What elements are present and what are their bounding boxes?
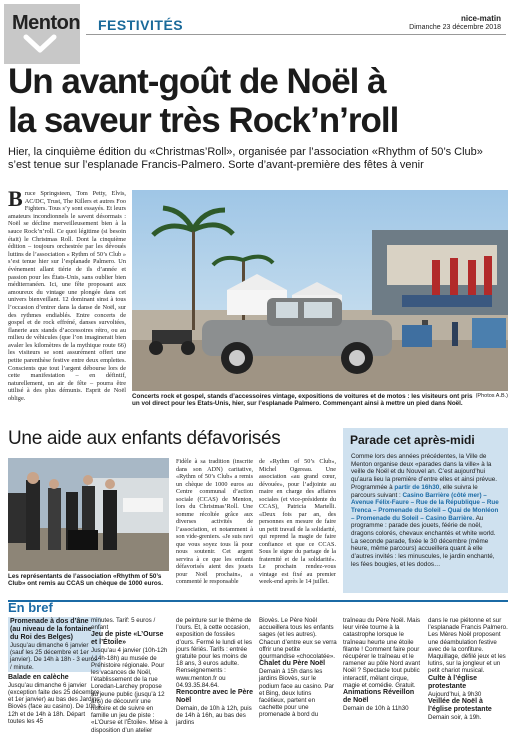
photo-credit: (Photos A.B.) bbox=[475, 393, 508, 399]
parade-box-title: Parade cet après-midi bbox=[350, 433, 475, 447]
bref-item-title: Animations Réveillon de Noël bbox=[343, 689, 415, 705]
bref-item-title: Promenade à dos d’âne (au niveau de la fontaine du Roi des Belges) bbox=[10, 618, 92, 641]
section-name: Menton bbox=[12, 12, 81, 34]
header-rule bbox=[86, 34, 506, 35]
dropcap: B bbox=[8, 186, 23, 211]
bref-column-1 bbox=[8, 617, 101, 725]
parade-time: partir de 16h30 bbox=[394, 483, 440, 491]
headline-line-2: la saveur très Rock’n’roll bbox=[8, 101, 399, 140]
bref-item-text: minutes. Tarif: 5 euros / enfant bbox=[91, 617, 156, 632]
bref-item-text: de peinture sur le thème de l’ours. Et, à cette occasion, exposition de fossiles d’ours. Fermé le lundi et les jours fériés. Tarifs : entrée gratuite pour les moins de 18 ans, 3 euros adulte. Renseignements : www.menton.fr ou 04.93.35.84.64. bbox=[176, 617, 253, 689]
bref-column-3 bbox=[176, 617, 254, 727]
event-photo-esplanade bbox=[132, 190, 508, 391]
article-body-text: ruce Springsteen, Tom Petty, Elvis, AC/DC, Trust, The Killers et autres Foo Fighters. Tous s’y sont essayés. Et leurs amateurs incondionnels le savent désormais : Noël se déclinе merveilleusement bien à la sauce Rock’n’roll. Ce quoi légitime (si besoin était) le Christmas Roll. Dont la cinquième édition – toujours orchestrée par les dévoués luttins de l’association « Rythm of 50’s Club » s’est tenue hier sur l’esplanade Palmero. Un événement allant tiérie de ils d’année et passion pour les États-Unis, sans oublier bien méditerranéen. Ici, une fête proposant aux amoureux du vintage une plongée dans cet univers bienveillant. 12 dominant sinst à tous l’occasion d’entrer dans la danse de Noël, sur des rythmes endiablés. Entre concerts de gospel et de rock effréné, danses survoltées, flanerie aux stands d’accessoires rétro, ou au milieu de véhicules (que l’on imaginerait bien avaler les kilomètres de la mythique route 66) les visiteurs se sont assurément offert une petite parenthèse festive entre deux emplettes. Conscients que tout l’argent débourse lors de cette manifestation – en défintif, naturellement, un air de fête – pourra être utilisé à des plus démunis. Esprit de Noël oblige. bbox=[8, 190, 126, 403]
bref-item-text: Jusqu’au 4 janvier (10h-12h / 14h-18h) au musée de Préhistoire régionale. Pour les vacances de Noël, l’établissement de la rue Loredan-Larchey propose au jeune public (jusqu’à 12 ans) de découvrir une histoire et de suivre en famille un jeu de piste : «L’Ourse et l’Étoile». Mise à disposition d’un atelier bbox=[91, 647, 168, 734]
bref-item-title: Balade en calèche bbox=[8, 673, 69, 681]
bref-item-text: Biovès. Le Père Noël accueillera tous les enfants sages (et les autres). Chacun d’entre eux se verra offrir une petite gourmandise «chocolatée». bbox=[259, 617, 337, 661]
bref-item-text: Demain, de 10h à 12h, puis de 14h à 16h, au bas des jardins bbox=[176, 705, 252, 727]
bref-item-text: Aujourd’hui, à 9h30 bbox=[428, 690, 482, 698]
bref-column-2 bbox=[91, 617, 169, 734]
photo-caption-main bbox=[132, 393, 508, 408]
parade-text-2: , elle suivra le parcours suivant : bbox=[351, 483, 478, 499]
bref-item-text: Demain de 10h à 11h30 bbox=[343, 705, 409, 713]
bref-item-text: Demain soir, à 19h. bbox=[428, 713, 482, 721]
cheque-photo bbox=[8, 458, 169, 571]
bref-item-title: Veillée de Noël à l’église protestante bbox=[428, 697, 492, 713]
parade-text-3: Au programme : parade des jouets, féérie de noël, dragons colorés, chevaux enchantés et white world. La seconde parade, fixée le 30 décembre (même heure, même parcours) accueillera quant à elle d’autres invités : les minuscules, le jardin enchanté, les fées bougies, et les dodos… bbox=[351, 514, 496, 568]
parade-box-text bbox=[351, 453, 502, 569]
bref-column-4 bbox=[259, 617, 337, 719]
story2-column-2: de «Rythm of 50’s Club», Michel Ogereau. Une association «au grand cœur, dévouée», pour l’adjointe au maire en charge des affaires sociales (et vice-présidente du CCAS), Patricia Martelli. «Deux fois par an, des personnes en mesure de faire un petit travail de la solidarité, qui reprend la magie de faire confiance et que ce CCAS. Sous le signe du partage de la fraternité et de la solidarité». Le prochain rendez-vous vintage est fixé au premier week-end après le 14 juillet. bbox=[259, 458, 336, 585]
bref-item-title: Chalet du Père Noël bbox=[259, 660, 326, 668]
newspaper-brand: nice-matin bbox=[460, 14, 501, 23]
section-rubric: FESTIVITÉS bbox=[98, 17, 184, 33]
bref-item-title: Culte à l’église protestante bbox=[428, 674, 478, 690]
article-headline bbox=[8, 62, 508, 140]
bref-column-5 bbox=[343, 617, 421, 712]
parade-text-1: Comme lors des années précédentes, la Ville de Menton organise deux «parades dans la ville» à la veille de Noël et du Nouvel an. C’est aujourd’hui qu’aura lieu la première d’entre elles et ainsi prévue. Programmée à bbox=[351, 453, 497, 491]
bref-item-text: dans le rue piétonne et sur l’esplanade Francis Palmero. Les Mères Noël proposent une déambulation festive avec de la confiture. Maquillage, défilé jeux et les lutins, sur la jongleur et un petit chariot musical. bbox=[428, 617, 508, 675]
parade-route: Casino Barrière (côté mer) – Avenue Félix-Faure – Rue de la République – Rue Trenca – Promenade du Soleil – Quai de Monléon – Promenade du Soleil – Casino Barrière. bbox=[351, 491, 499, 522]
bref-item-title: Rencontre avec le Père Noël bbox=[176, 689, 254, 705]
bref-item-title: Jeu de piste «L’Ourse et l’Étoile» bbox=[91, 631, 164, 647]
bref-item-text: Jusqu’au dimanche 6 janvier (exception faite des 25 décembre et 1er janvier) au bas des Jardins Biovès (face au casino). De 10h à 12h et de 14h à 18h. Départ toutes les 45 bbox=[8, 681, 101, 725]
bref-rule bbox=[8, 600, 508, 602]
photo-caption-text: Concerts rock et gospel, stands d’accessoires vintage, expositions de voitures et de motos : les visiteurs ont pris un vol direct pour les Etats-Unis, hier, sur l’esplanade Palmero. Commençant ainsi à mettre un pied dans Noël. bbox=[132, 393, 473, 408]
bref-item-text: traîneau du Père Noël. Mais leur virée tourne à la catastrophe lorsque le traîneau heurte une étoile filante ! Comment faire pour récupérer le traîneau et le ramener au pôle Nord avant Noël ? Spectacle tout public interactif, mêlant cirque, magie et comédie. Gratuit. bbox=[343, 617, 421, 689]
bref-item-text: Demain à 15h dans les jardins Biovès, sur le podium face au casino. Par et Bing, deux lutins facétieux, partent en cachette pour une promenade à bord du bbox=[259, 668, 334, 719]
article-standfirst: Hier, la cinquième édition du «Christmas’Roll», organisée par l’association «Rhythm of 50’s Club» s’est tenue sur l’esplanade Francis-Palmero. Sorte d’avant-première des fêtes à venir bbox=[8, 146, 483, 171]
bref-column-6 bbox=[428, 617, 508, 721]
bref-item-text: Jusqu’au dimanche 6 janvier (sauf les 25 décembre et 1er janvier). De 14h à 18h - 3 euros / minute. bbox=[10, 642, 98, 671]
article-body bbox=[8, 186, 126, 403]
bref-title: En bref bbox=[8, 600, 53, 615]
headline-line-1: Un avant-goût de Noël à bbox=[8, 62, 386, 101]
story2-column-1: Fidèle à sa tradition (inscrite dans son ADN) caritative, «Rythm of 50’s Club» a remis un chèque de 1000 euros au Centre communal d’action sociale (CCAS) de Menton, lors du Christmas’Roll. Une somme récoltée grâce aux diverses activités de l’association, et notamment à son vide-greniers. «Je suis ravi que vous soyez tous là pour nous soutenir. Cet argent servira à ce que les enfants défavorisés aient des jouets pour Noël prochain», a commenté le responsable bbox=[176, 458, 253, 585]
issue-date: Dimanche 23 décembre 2018 bbox=[409, 24, 501, 31]
chevron-down-icon bbox=[22, 34, 58, 54]
story2-headline: Une aide aux enfants défavorisés bbox=[8, 428, 281, 449]
cheque-photo-caption: Les représentants de l’association «Rhythm of 50’s Club» ont remis au CCAS un chèque de 1000 euros. bbox=[8, 573, 164, 588]
